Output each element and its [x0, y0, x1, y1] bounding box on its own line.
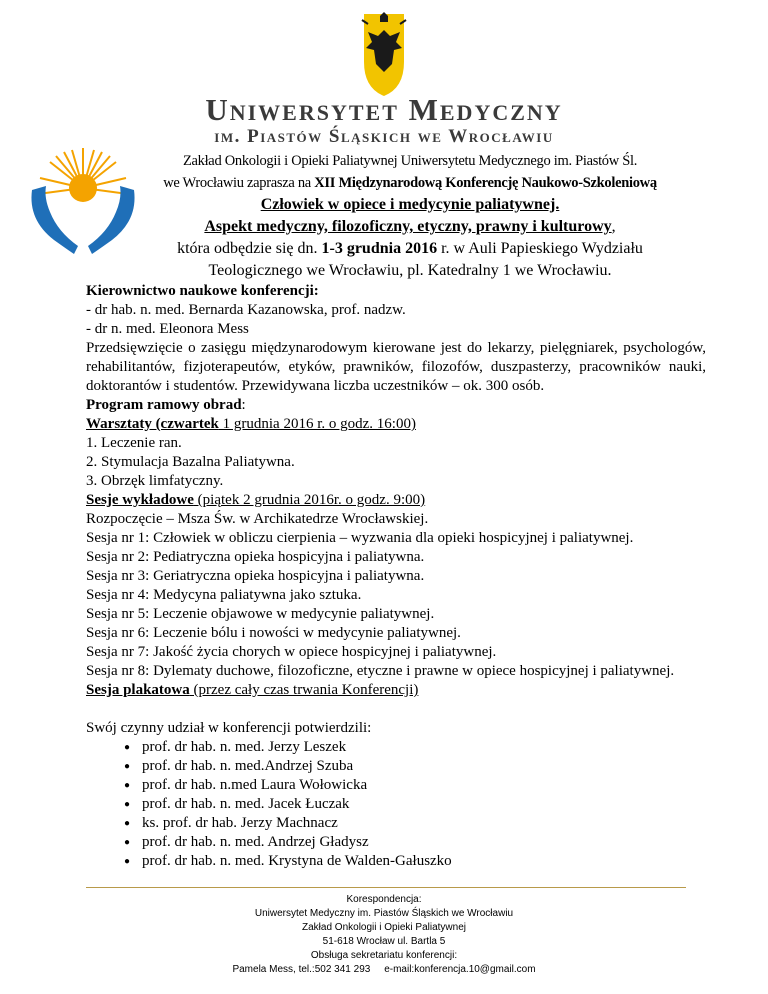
workshop-item: 2. Stymulacja Bazalna Paliatywna.: [86, 454, 295, 470]
conference-title-1: Człowiek w opiece i medycynie paliatywnej.: [260, 196, 560, 213]
leadership-heading: Kierownictwo naukowe konferencji:: [86, 283, 319, 299]
poster-heading: [86, 681, 706, 700]
poster-heading-rest: (przez cały czas trwania Konferencji): [189, 682, 419, 698]
opening-mass: Rozpoczęcie – Msza Św. w Archikatedrze Wrocławskiej.: [86, 511, 429, 527]
program-heading-line: [86, 396, 706, 415]
lectures-heading: [86, 491, 706, 510]
program-heading: Program ramowy obrad: [86, 397, 242, 413]
leader-item: - dr hab. n. med. Bernarda Kazanowska, prof. nadzw.: [86, 302, 406, 318]
workshops-heading: [86, 415, 706, 434]
session-item: Sesja nr 5: Leczenie objawowe w medycynie paliatywnej.: [86, 606, 435, 622]
speaker-item: ● prof. dr hab. n.med Laura Wołowicka: [124, 776, 706, 795]
speaker-item: ● prof. dr hab. n. med. Jerzy Leszek: [124, 738, 706, 757]
speaker-item: ● prof. dr hab. n. med. Krystyna de Walden-Gałuszko: [124, 852, 706, 871]
workshops-heading-bold: Warsztaty (czwartek: [86, 416, 219, 432]
footer-contact: Pamela Mess, tel.:502 341 293 e-mail:konferencja.10@gmail.com: [232, 964, 536, 975]
intro-date-pre: która odbędzie się dn.: [177, 240, 322, 257]
footer-line-4: 51-618 Wrocław ul. Bartla 5: [322, 936, 446, 947]
footer: [0, 893, 768, 977]
speaker-item: ● prof. dr hab. n. med. Andrzej Gładysz: [124, 833, 706, 852]
intro-date-post: r. w Auli Papieskiego Wydziału: [437, 240, 643, 257]
document-body: [86, 282, 706, 871]
session-item: Sesja nr 1: Człowiek w obliczu cierpienia – wyzwania dla opieki hospicyjnej i paliatywnej.: [86, 530, 634, 546]
session-item: Sesja nr 3: Geriatryczna opieka hospicyjna i paliatywna.: [86, 568, 425, 584]
footer-line-1: Korespondencja:: [346, 894, 422, 905]
session-item: Sesja nr 7: Jakość życia chorych w opiece hospicyjnej i paliatywnej.: [86, 644, 497, 660]
intro-line-2: [100, 172, 720, 194]
poster-heading-bold: Sesja plakatowa: [86, 682, 190, 698]
footer-line-5: Obsługa sekretariatu konferencji:: [310, 950, 458, 961]
session-item: Sesja nr 2: Pediatryczna opieka hospicyjna i paliatywna.: [86, 549, 425, 565]
conference-title-2: [100, 216, 720, 238]
speaker-item: ● ks. prof. dr hab. Jerzy Machnacz: [124, 814, 706, 833]
workshop-item: 1. Leczenie ran.: [86, 435, 182, 451]
intro-date-line: [100, 238, 720, 260]
university-crest-logo: [356, 10, 412, 100]
audience-paragraph: Przedsięwzięcie o zasięgu międzynarodowym kierowane jest do lekarzy, pielęgniarek, psychologów, rehabilitantów, fizjoterapeutów, etyków, prawników, filozofów, duszpasterzy, pracowników nauki, doktorantów i studentów. Przewidywana liczba uczestników – ok. 300 osób.: [86, 340, 706, 394]
university-subtitle: im. Piastów Śląskich we Wrocławiu: [214, 126, 554, 147]
footer-line-2: Uniwersytet Medyczny im. Piastów Śląskich we Wrocławiu: [254, 908, 514, 919]
speaker-item: ● prof. dr hab. n. med.Andrzej Szuba: [124, 757, 706, 776]
intro-venue-line: Teologicznego we Wrocławiu, pl. Katedralny 1 we Wrocławiu.: [208, 262, 612, 279]
leader-item: - dr n. med. Eleonora Mess: [86, 321, 249, 337]
workshops-heading-rest: 1 grudnia 2016 r. o godz. 16:00): [218, 416, 416, 432]
conference-date: 1-3 grudnia 2016: [321, 240, 438, 257]
spacer: [86, 700, 706, 719]
conference-title-2-text: Aspekt medyczny, filozoficzny, etyczny, prawny i kulturowy: [204, 218, 612, 235]
conference-name: XII Międzynarodową Konferencję Naukowo-Szkoleniową: [314, 175, 657, 191]
speaker-list: [86, 738, 706, 871]
session-item: Sesja nr 4: Medycyna paliatywna jako sztuka.: [86, 587, 362, 603]
university-name: Uniwersytet Medyczny: [205, 92, 563, 127]
workshop-item: 3. Obrzęk limfatyczny.: [86, 473, 224, 489]
footer-divider: [86, 887, 686, 888]
speaker-item: ● prof. dr hab. n. med. Jacek Łuczak: [124, 795, 706, 814]
program-heading-colon: :: [241, 397, 246, 413]
confirmed-heading: Swój czynny udział w konferencji potwierdzili:: [86, 720, 372, 736]
intro-line-2-text: we Wrocławiu zaprasza na: [163, 175, 315, 191]
footer-line-3: Zakład Onkologii i Opieki Paliatywnej: [302, 922, 466, 933]
lectures-heading-rest: (piątek 2 grudnia 2016r. o godz. 9:00): [193, 492, 426, 508]
intro-line-1: Zakład Onkologii i Opieki Paliatywnej Uniwersytetu Medycznego im. Piastów Śl.: [182, 153, 638, 169]
lectures-heading-bold: Sesje wykładowe: [86, 492, 194, 508]
session-item: Sesja nr 6: Leczenie bólu i nowości w medycynie paliatywnej.: [86, 625, 461, 641]
conference-title-2-comma: ,: [611, 218, 616, 235]
session-item: Sesja nr 8: Dylematy duchowe, filozoficzne, etyczne i prawne w opiece hospicyjnej i paliatywnej.: [86, 663, 675, 679]
